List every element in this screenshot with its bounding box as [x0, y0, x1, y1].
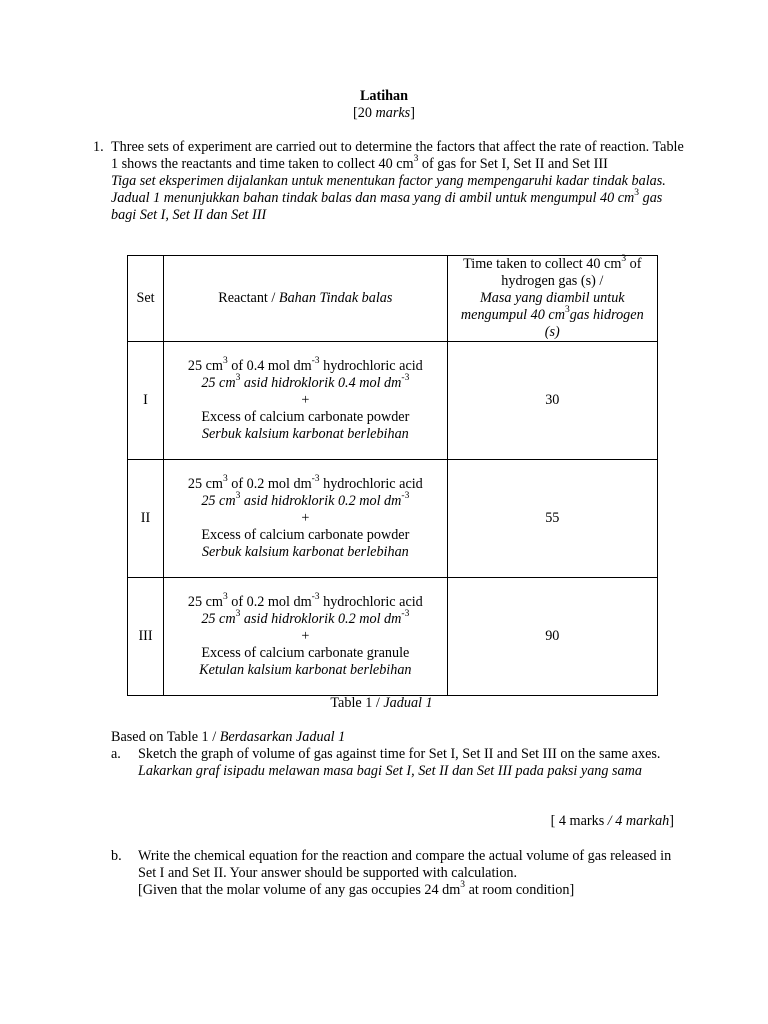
acid-en-sup1: 3: [222, 474, 228, 485]
part-a-ms-text: Lakarkan graf isipadu melawan masa bagi Set I, Set II dan Set III pada paksi yang sama: [138, 763, 642, 779]
q-ms-1: Tiga set eksperimen dijalankan untuk menentukan factor yang mempengaruhi kadar tindak balas. Jadual 1 menunjukkan bahan tindak balas dan masa yang di ambil untuk mengumpul 40 cm: [111, 173, 666, 206]
cell-time: 90: [447, 578, 657, 696]
header-time-ms-1: Masa yang diambil untuk mengumpul 40 cm: [460, 290, 625, 323]
part-a-marks-close: ]: [669, 813, 674, 829]
acid-en-b: of 0.4 mol dm: [227, 358, 312, 374]
header-time-en-1: Time taken to collect 40 cm: [463, 256, 622, 272]
marks-close: ]: [410, 105, 415, 121]
acid-en-c: hydrochloric acid: [319, 358, 423, 374]
carbonate-ms: [164, 544, 447, 561]
header-time-en-sup: 3: [621, 254, 627, 265]
q-en-sup: 3: [413, 154, 419, 165]
header-time: [447, 256, 657, 342]
part-a-text: [138, 746, 678, 780]
part-a-marks-ms: / 4 markah: [607, 813, 670, 829]
cell-reactant: [164, 342, 448, 460]
acid-en-b: of 0.2 mol dm: [227, 594, 312, 610]
page-title: Latihan: [359, 88, 409, 104]
header-time-ms-2: gas hidrogen (s): [544, 307, 644, 340]
q-ms-2: gas bagi Set I, Set II dan Set III: [111, 190, 663, 223]
cell-reactant: [164, 578, 448, 696]
acid-ms-sup2: -3: [401, 609, 410, 620]
based-on-ms: Berdasarkan Jadual 1: [219, 729, 346, 745]
acid-ms-b: asid hidroklorik 0.2 mol dm: [240, 611, 402, 627]
header-time-en-2: of hydrogen gas (s) /: [501, 256, 642, 289]
based-on-en: Based on Table 1 /: [111, 729, 220, 745]
carbonate-ms: [164, 426, 447, 443]
part-b-question: Write the chemical equation for the reaction and compare the actual volume of gas released in Set I and Set II. Your answer should be supported with calculation.: [138, 848, 672, 881]
table-row: [128, 342, 658, 460]
cell-time: 55: [447, 460, 657, 578]
part-b-given-a: [Given that the molar volume of any gas occupies 24 dm: [138, 882, 461, 898]
header-set: Set: [128, 256, 164, 342]
marks-open: [20: [353, 105, 376, 121]
acid-ms-a: 25 cm: [201, 375, 236, 391]
carbonate-en: Excess of calcium carbonate granule: [201, 645, 410, 661]
cell-reactant: [164, 460, 448, 578]
q-en-2: of gas for Set I, Set II and Set III: [418, 156, 608, 172]
table-header-row: [128, 256, 658, 342]
part-a-marks-en: [ 4 marks: [550, 813, 608, 829]
header-time-ms-sup: 3: [564, 305, 570, 316]
carbonate-en: Excess of calcium carbonate powder: [201, 409, 410, 425]
q-ms-sup: 3: [634, 188, 640, 199]
acid-en-c: hydrochloric acid: [319, 476, 423, 492]
part-b-text: [138, 848, 678, 899]
carbonate-ms: [164, 662, 447, 679]
acid-ms-a: 25 cm: [201, 493, 236, 509]
marks-word: marks: [375, 105, 411, 121]
cell-time: 30: [447, 342, 657, 460]
acid-en-sup1: 3: [222, 592, 228, 603]
acid-ms-sup2: -3: [401, 491, 410, 502]
caption-en: Table 1 /: [330, 695, 384, 711]
part-a-marks: [551, 813, 674, 830]
question-text-ms: [111, 173, 691, 224]
acid-ms: [164, 493, 447, 510]
acid-en-sup2: -3: [311, 474, 320, 485]
acid-ms-sup1: 3: [235, 491, 241, 502]
acid-en-a: 25 cm: [187, 476, 223, 492]
acid-ms-b: asid hidroklorik 0.4 mol dm: [240, 375, 402, 391]
q-en-1: Three sets of experiment are carried out to determine the factors that affect the rate of reaction. Table 1 shows the reactants and time taken to collect 40 cm: [111, 139, 684, 172]
total-marks: [0, 105, 768, 122]
reactant-table: [127, 255, 658, 696]
plus-sign: +: [301, 628, 310, 644]
acid-en-a: 25 cm: [187, 594, 223, 610]
cell-set: III: [128, 578, 164, 696]
acid-en-b: of 0.2 mol dm: [227, 476, 312, 492]
carbonate-ms-text: Serbuk kalsium karbonat berlebihan: [201, 426, 409, 442]
acid-ms-b: asid hidroklorik 0.2 mol dm: [240, 493, 402, 509]
cell-set: I: [128, 342, 164, 460]
acid-en-sup2: -3: [311, 592, 320, 603]
acid-ms-a: 25 cm: [201, 611, 236, 627]
part-b-given-sup: 3: [460, 880, 466, 891]
header-reactant: [164, 256, 448, 342]
table-row: [128, 460, 658, 578]
cell-set: II: [128, 460, 164, 578]
table-caption: [127, 695, 636, 712]
plus-sign: +: [301, 510, 310, 526]
carbonate-ms-text: Ketulan kalsium karbonat berlebihan: [199, 662, 412, 678]
caption-ms: Jadual 1: [383, 695, 433, 711]
part-a-ms: [138, 763, 678, 780]
acid-en-sup1: 3: [222, 356, 228, 367]
table-row: [128, 578, 658, 696]
acid-ms-sup2: -3: [401, 373, 410, 384]
acid-en-c: hydrochloric acid: [319, 594, 423, 610]
acid-ms: [164, 375, 447, 392]
part-a-en: Sketch the graph of volume of gas against time for Set I, Set II and Set III on the same axes.: [138, 746, 661, 762]
plus-sign: +: [301, 392, 310, 408]
carbonate-ms-text: Serbuk kalsium karbonat berlebihan: [201, 544, 409, 560]
question-number: 1.: [93, 139, 104, 155]
question-text-en: [111, 139, 691, 173]
acid-ms-sup1: 3: [235, 373, 241, 384]
carbonate-en: Excess of calcium carbonate powder: [201, 527, 410, 543]
acid-ms: [164, 611, 447, 628]
header-reactant-ms: Bahan Tindak balas: [278, 290, 393, 306]
part-a-label: a.: [111, 746, 121, 762]
header-reactant-en: Reactant /: [218, 290, 279, 306]
part-b-given: [138, 882, 678, 899]
based-on-line: [111, 729, 345, 746]
part-b-given-b: at room condition]: [465, 882, 575, 898]
acid-en-a: 25 cm: [187, 358, 223, 374]
acid-ms-sup1: 3: [235, 609, 241, 620]
question-text: [111, 139, 691, 224]
part-b-label: b.: [111, 848, 122, 864]
acid-en-sup2: -3: [311, 356, 320, 367]
